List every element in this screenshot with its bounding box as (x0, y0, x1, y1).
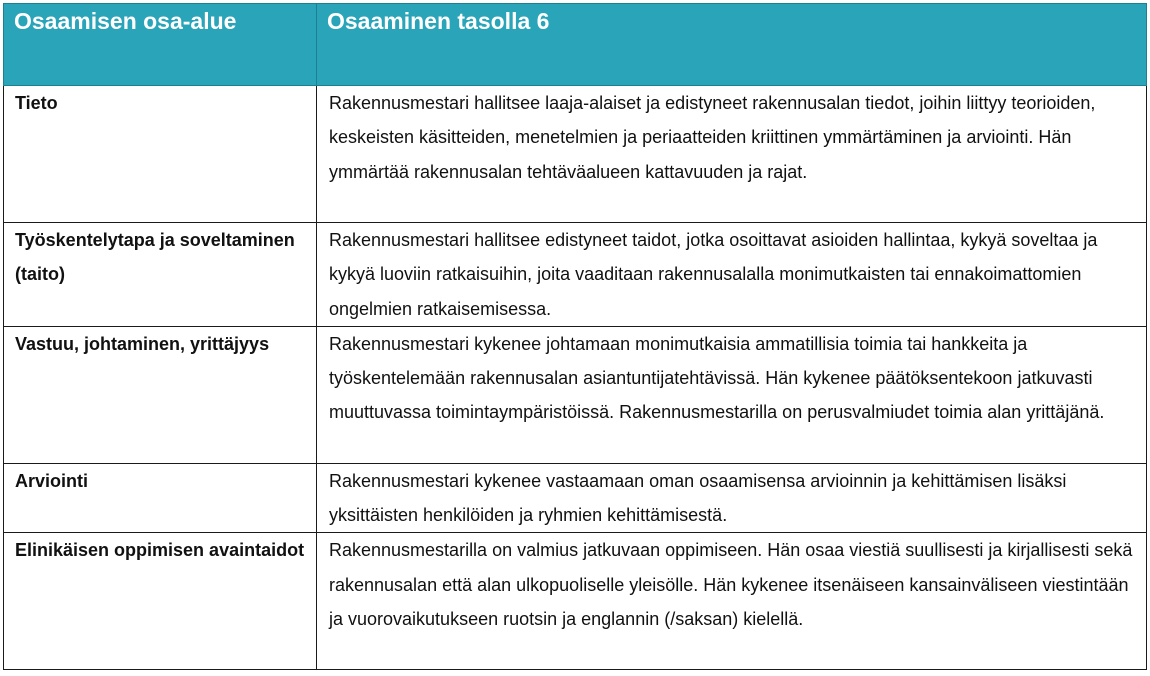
row-description-cell: Rakennusmestari hallitsee laaja-alaiset ja edistyneet rakennusalan tiedot, joihin liittyy teorioiden, keskeisten käsitteiden, menetelmien ja periaatteiden kriittinen ymmärtäminen ja arviointi. Hän ymmärtää rakennusalan tehtäväalueen kattavuuden ja rajat. (317, 86, 1147, 223)
row-area-cell: Elinikäisen oppimisen avaintaidot (4, 533, 317, 670)
row-area-cell: Arviointi (4, 463, 317, 533)
table-row (4, 223, 1147, 327)
row-area-cell: Vastuu, johtaminen, yrittäjyys (4, 326, 317, 463)
row-area-cell: Tieto (4, 86, 317, 223)
table-row (4, 86, 1147, 223)
row-description-cell: Rakennusmestarilla on valmius jatkuvaan oppimiseen. Hän osaa viestiä suullisesti ja kirjallisesti sekä rakennusalan että alan ulkopuoliselle yleisölle. Hän kykenee itsenäiseen kansainväliseen viestintään ja vuorovaikutukseen ruotsin ja englannin (/saksan) kielellä. (317, 533, 1147, 670)
column-header-area: Osaamisen osa-alue (4, 4, 317, 86)
row-area-cell: Työskentelytapa ja soveltaminen (taito) (4, 223, 317, 327)
competence-table (3, 3, 1147, 670)
table-row (4, 533, 1147, 670)
table-row (4, 463, 1147, 533)
table-header-row (4, 4, 1147, 86)
row-description-cell: Rakennusmestari hallitsee edistyneet taidot, jotka osoittavat asioiden hallintaa, kykyä soveltaa ja kykyä luoviin ratkaisuihin, joita vaaditaan rakennusalalla monimutkaisten tai ennakoimattomien ongelmien ratkaisemisessa. (317, 223, 1147, 327)
table-row (4, 326, 1147, 463)
row-description-cell: Rakennusmestari kykenee vastaamaan oman osaamisensa arvioinnin ja kehittämisen lisäksi yksittäisten henkilöiden ja ryhmien kehittämisestä. (317, 463, 1147, 533)
column-header-level: Osaaminen tasolla 6 (317, 4, 1147, 86)
row-description-cell: Rakennusmestari kykenee johtamaan monimutkaisia ammatillisia toimia tai hankkeita ja työskentelemään rakennusalan asiantuntijatehtävissä. Hän kykenee päätöksentekoon jatkuvasti muuttuvassa toimintaympäristöissä. Rakennusmestarilla on perusvalmiudet toimia alan yrittäjänä. (317, 326, 1147, 463)
